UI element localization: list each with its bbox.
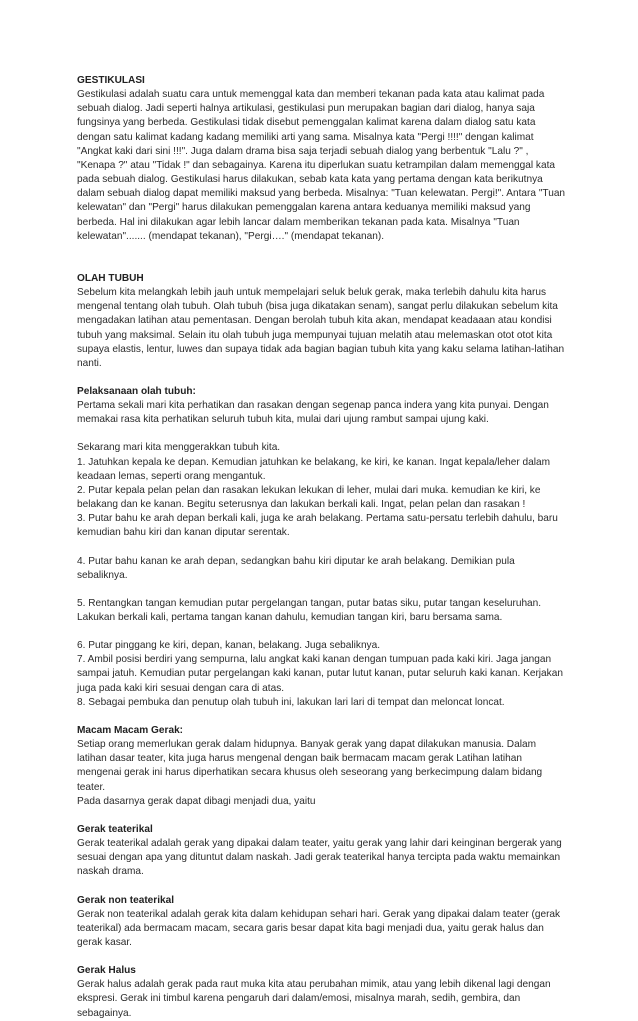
section-heading: Gerak Halus [77,965,136,977]
section-olah-tubuh [77,272,567,371]
section-paragraph: Pada dasarnya gerak dapat dibagi menjadi dua, yaitu [77,795,316,807]
list-item: 8. Sebagai pembuka dan penutup olah tubuh ini, lakukan lari lari di tempat dan meloncat loncat. [77,696,505,708]
list-item: 1. Jatuhkan kepala ke depan. Kemudian jatuhkan ke belakang, ke kiri, ke kanan. Ingat kepala/leher dalam keadaan lemas, seperti orang mengantuk. [77,456,553,482]
spacer [77,244,567,272]
spacer [77,625,567,639]
section-heading: Gerak non teaterikal [77,894,175,906]
spacer [77,950,567,964]
section-paragraph: Gerak teaterikal adalah gerak yang dipakai dalam teater, yaitu gerak yang lahir dari keinginan bergerak yang sesuai dengan apa yang dituntut dalam naskah. Jadi gerak teaterikal hanya tercipta pada waktu memainkan naskah drama. [77,838,565,878]
section-heading: Macam Macam Gerak: [77,724,184,736]
section-paragraph: Sebelum kita melangkah lebih jauh untuk mempelajari seluk beluk gerak, maka terlebih dahulu kita harus mengenal tentang olah tubuh. Olah tubuh (bisa juga dikatakan senam), sangat perlu dilakukan sebelum kita mengadakan latihan atau pementasan. Dengan berolah tubuh kita akan, mendapat keadaaan atau kondisi tubuh yang maksimal. Selain itu olah tubuh juga mempunyai tujuan melatih atau melemaskan otot otot kita supaya elastis, lentur, luwes dan supaya tidak ada bagian bagian tubuh kita yang kaku selama latihan-latihan nanti. [77,287,567,369]
section-heading: Pelaksanaan olah tubuh: [77,385,196,397]
section-paragraph: Pertama sekali mari kita perhatikan dan rasakan dengan segenap panca indera yang kita punyai. Dengan memakai rasa kita perhatikan seluruh tubuh kita, mulai dari ujung rambut sampai ujung kaki. [77,400,552,426]
spacer [77,710,567,724]
section-macam-gerak [77,724,567,809]
section-paragraph: Gerak halus adalah gerak pada raut muka kita atau perubahan mimik, atau yang lebih dikenal lagi dengan ekspresi. Gerak ini timbul karena pengaruh dari dalam/emosi, misalnya marah, sedih, gembira, dan sebagainya. [77,979,554,1019]
spacer [77,880,567,894]
section-gerak-halus [77,964,567,1021]
section-heading: OLAH TUBUH [77,272,144,284]
section-gerak-non-teaterikal [77,894,567,951]
section-heading: Gerak teaterikal [77,823,153,835]
list-item: 4. Putar bahu kanan ke arah depan, sedangkan bahu kiri diputar ke arah belakang. Demikian pula sebaliknya. [77,555,518,581]
list-item: 2. Putar kepala pelan pelan dan rasakan lekukan lekukan di leher, mulai dari muka. kemudian ke kiri, ke belakang dan ke kanan. Begitu seterusnya dan lakukan berkali kali. Ingat, pelan pelan dan rasakan ! [77,484,544,511]
section-gestikulasi [77,74,567,244]
list-item: 3. Putar bahu ke arah depan berkali kali, juga ke arah belakang. Pertama satu-persatu terlebih dahulu, baru kemudian bahu kiri dan kanan diputar serentak. [77,513,561,539]
list-item: 7. Ambil posisi berdiri yang sempurna, lalu angkat kaki kanan dengan tumpuan pada kaki kiri. Jaga jangan sampai jatuh. Kemudian putar pergelangan kaki kanan, putar lutut kanan, putar seluruh kaki kanan. Kerjakan juga pada kaki kiri sesuai dengan cara di atas. [77,654,566,694]
list-item: 5. Rentangkan tangan kemudian putar pergelangan tangan, putar batas siku, putar tangan keseluruhan. Lakukan berkali kali, pertama tangan kanan dahulu, kemudian tangan kiri, baru bersama sama. [77,597,544,623]
section-paragraph: Gerak non teaterikal adalah gerak kita dalam kehidupan sehari hari. Gerak yang dipakai dalam teater (gerak teaterikal) ada bermacam macam, secara garis besar dapat kita bagi menjadi dua, yaitu gerak halus dan gerak kasar. [77,908,563,948]
section-heading: GESTIKULASI [77,75,145,86]
spacer [77,809,567,823]
list-item: Sekarang mari kita menggerakkan tubuh kita. [77,442,281,454]
spacer [77,541,567,555]
spacer [77,583,567,597]
spacer [77,371,567,385]
section-paragraph: Setiap orang memerlukan gerak dalam hidupnya. Banyak gerak yang dapat dilakukan manusia. Dalam latihan dasar teater, kita juga harus mengenal dengan baik bermacam macam gerak Latihan latihan mengenai gerak ini harus diperhatikan secara khusus oleh seseorang yang berkecimpung dalam bidang teater. [77,739,545,793]
document-page [77,74,567,1021]
section-pelaksanaan [77,385,567,710]
section-gerak-teaterikal [77,823,567,880]
list-item: 6. Putar pinggang ke kiri, depan, kanan, belakang. Juga sebaliknya. [77,640,381,652]
section-paragraph: Gestikulasi adalah suatu cara untuk memenggal kata dan memberi tekanan pada kata atau kalimat pada sebuah dialog. Jadi seperti halnya artikulasi, gestikulasi pun merupakan bagian dari dialog, hanya saja fungsinya yang berbeda. Gestikulasi tidak disebut pemenggalan kalimat karena dalam dialog satu kata dengan satu kalimat kadang kadang memiliki arti yang sama. Misalnya kata "Pergi !!!!" dengan kalimat "Angkat kaki dari sini !!!". Juga dalam drama bisa saja terjadi sebuah dialog yang berbentuk "Lalu ?" , "Kenapa ?" atau "Tidak !" dan sebagainya. Karena itu diperlukan suatu ketrampilan dalam memenggal kata pada sebuah dialog. Gestikulasi harus dilakukan, sebab kata kata yang pertama dengan kata berikutnya dalam sebuah dialog dapat memiliki maksud yang berbeda. Misalnya: "Tuan kelewatan. Pergi!". Antara "Tuan kelewatan" dan "Pergi" harus dilakukan pemenggalan karena antara keduanya memiliki maksud yang berbeda. Hal ini dilakukan agar lebih lancar dalam memberikan tekanan pada kata. Misalnya "Tuan kelewatan"....... (mendapat tekanan), "Pergi…." (mendapat tekanan). [77,89,568,242]
spacer [77,427,567,441]
